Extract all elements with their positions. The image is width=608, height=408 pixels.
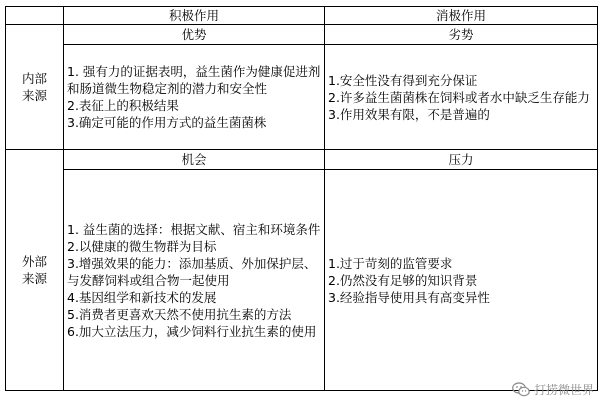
threat-item: 2.仍然没有足够的知识背景 (328, 272, 478, 288)
opportunity-item: 4.基因组学和新技术的发展 (67, 289, 217, 305)
opportunity-item: 3.增强效果的能力：添加基质、外加保护层、与发酵饲料或组合物一起使用 (67, 255, 317, 288)
threat-item: 1.过于苛刻的监管要求 (328, 255, 453, 271)
strengths-cell (64, 45, 325, 150)
opportunities-list (67, 221, 321, 340)
wechat-icon (512, 382, 530, 397)
threat-item: 3.经验指导使用具有高变异性 (328, 289, 490, 305)
external-source-label (6, 150, 64, 391)
positive-header: 积极作用 (64, 7, 325, 25)
threats-header: 压力 (325, 150, 598, 170)
weaknesses-list (328, 72, 594, 123)
watermark (512, 381, 594, 398)
weakness-item: 1.安全性没有得到充分保证 (328, 72, 478, 88)
external-label-line1: 外部 (21, 254, 47, 269)
corner-cell (6, 7, 64, 25)
internal-label-line1: 内部 (21, 71, 47, 86)
opportunity-item: 6.加大立法压力，减少饲料行业抗生素的使用 (67, 323, 317, 339)
weakness-item: 2.许多益生菌菌株在饲料或者水中缺乏生存能力 (328, 89, 590, 105)
threats-cell (325, 170, 598, 391)
weakness-item: 3.作用效果有限，不是普遍的 (328, 106, 490, 122)
weaknesses-cell (325, 45, 598, 150)
strength-item: 2.表征上的积极结果 (67, 98, 179, 113)
opportunity-item: 5.消费者更喜欢天然不使用抗生素的方法 (67, 306, 292, 322)
internal-label-line2: 来源 (21, 88, 47, 103)
strengths-list (67, 63, 321, 131)
strength-item: 3.确定可能的作用方式的益生菌菌株 (67, 115, 267, 130)
opportunity-item: 2.以健康的微生物群为目标 (67, 238, 217, 254)
strength-item: 1. 强有力的证据表明，益生菌作为健康促进剂和肠道微生物稳定剂的潜力和安全性 (67, 64, 321, 96)
threats-list (328, 255, 594, 306)
internal-source-label (6, 25, 64, 150)
external-label-line2: 来源 (21, 271, 47, 286)
opportunities-header: 机会 (64, 150, 325, 170)
strengths-header: 优势 (64, 25, 325, 45)
watermark-text: 打捞微世界 (533, 383, 594, 397)
weaknesses-header: 劣势 (325, 25, 598, 45)
negative-header: 消极作用 (325, 7, 598, 25)
opportunities-cell (64, 170, 325, 391)
opportunity-item: 1. 益生菌的选择：根据文献、宿主和环境条件 (67, 221, 321, 237)
swot-table (5, 6, 598, 391)
